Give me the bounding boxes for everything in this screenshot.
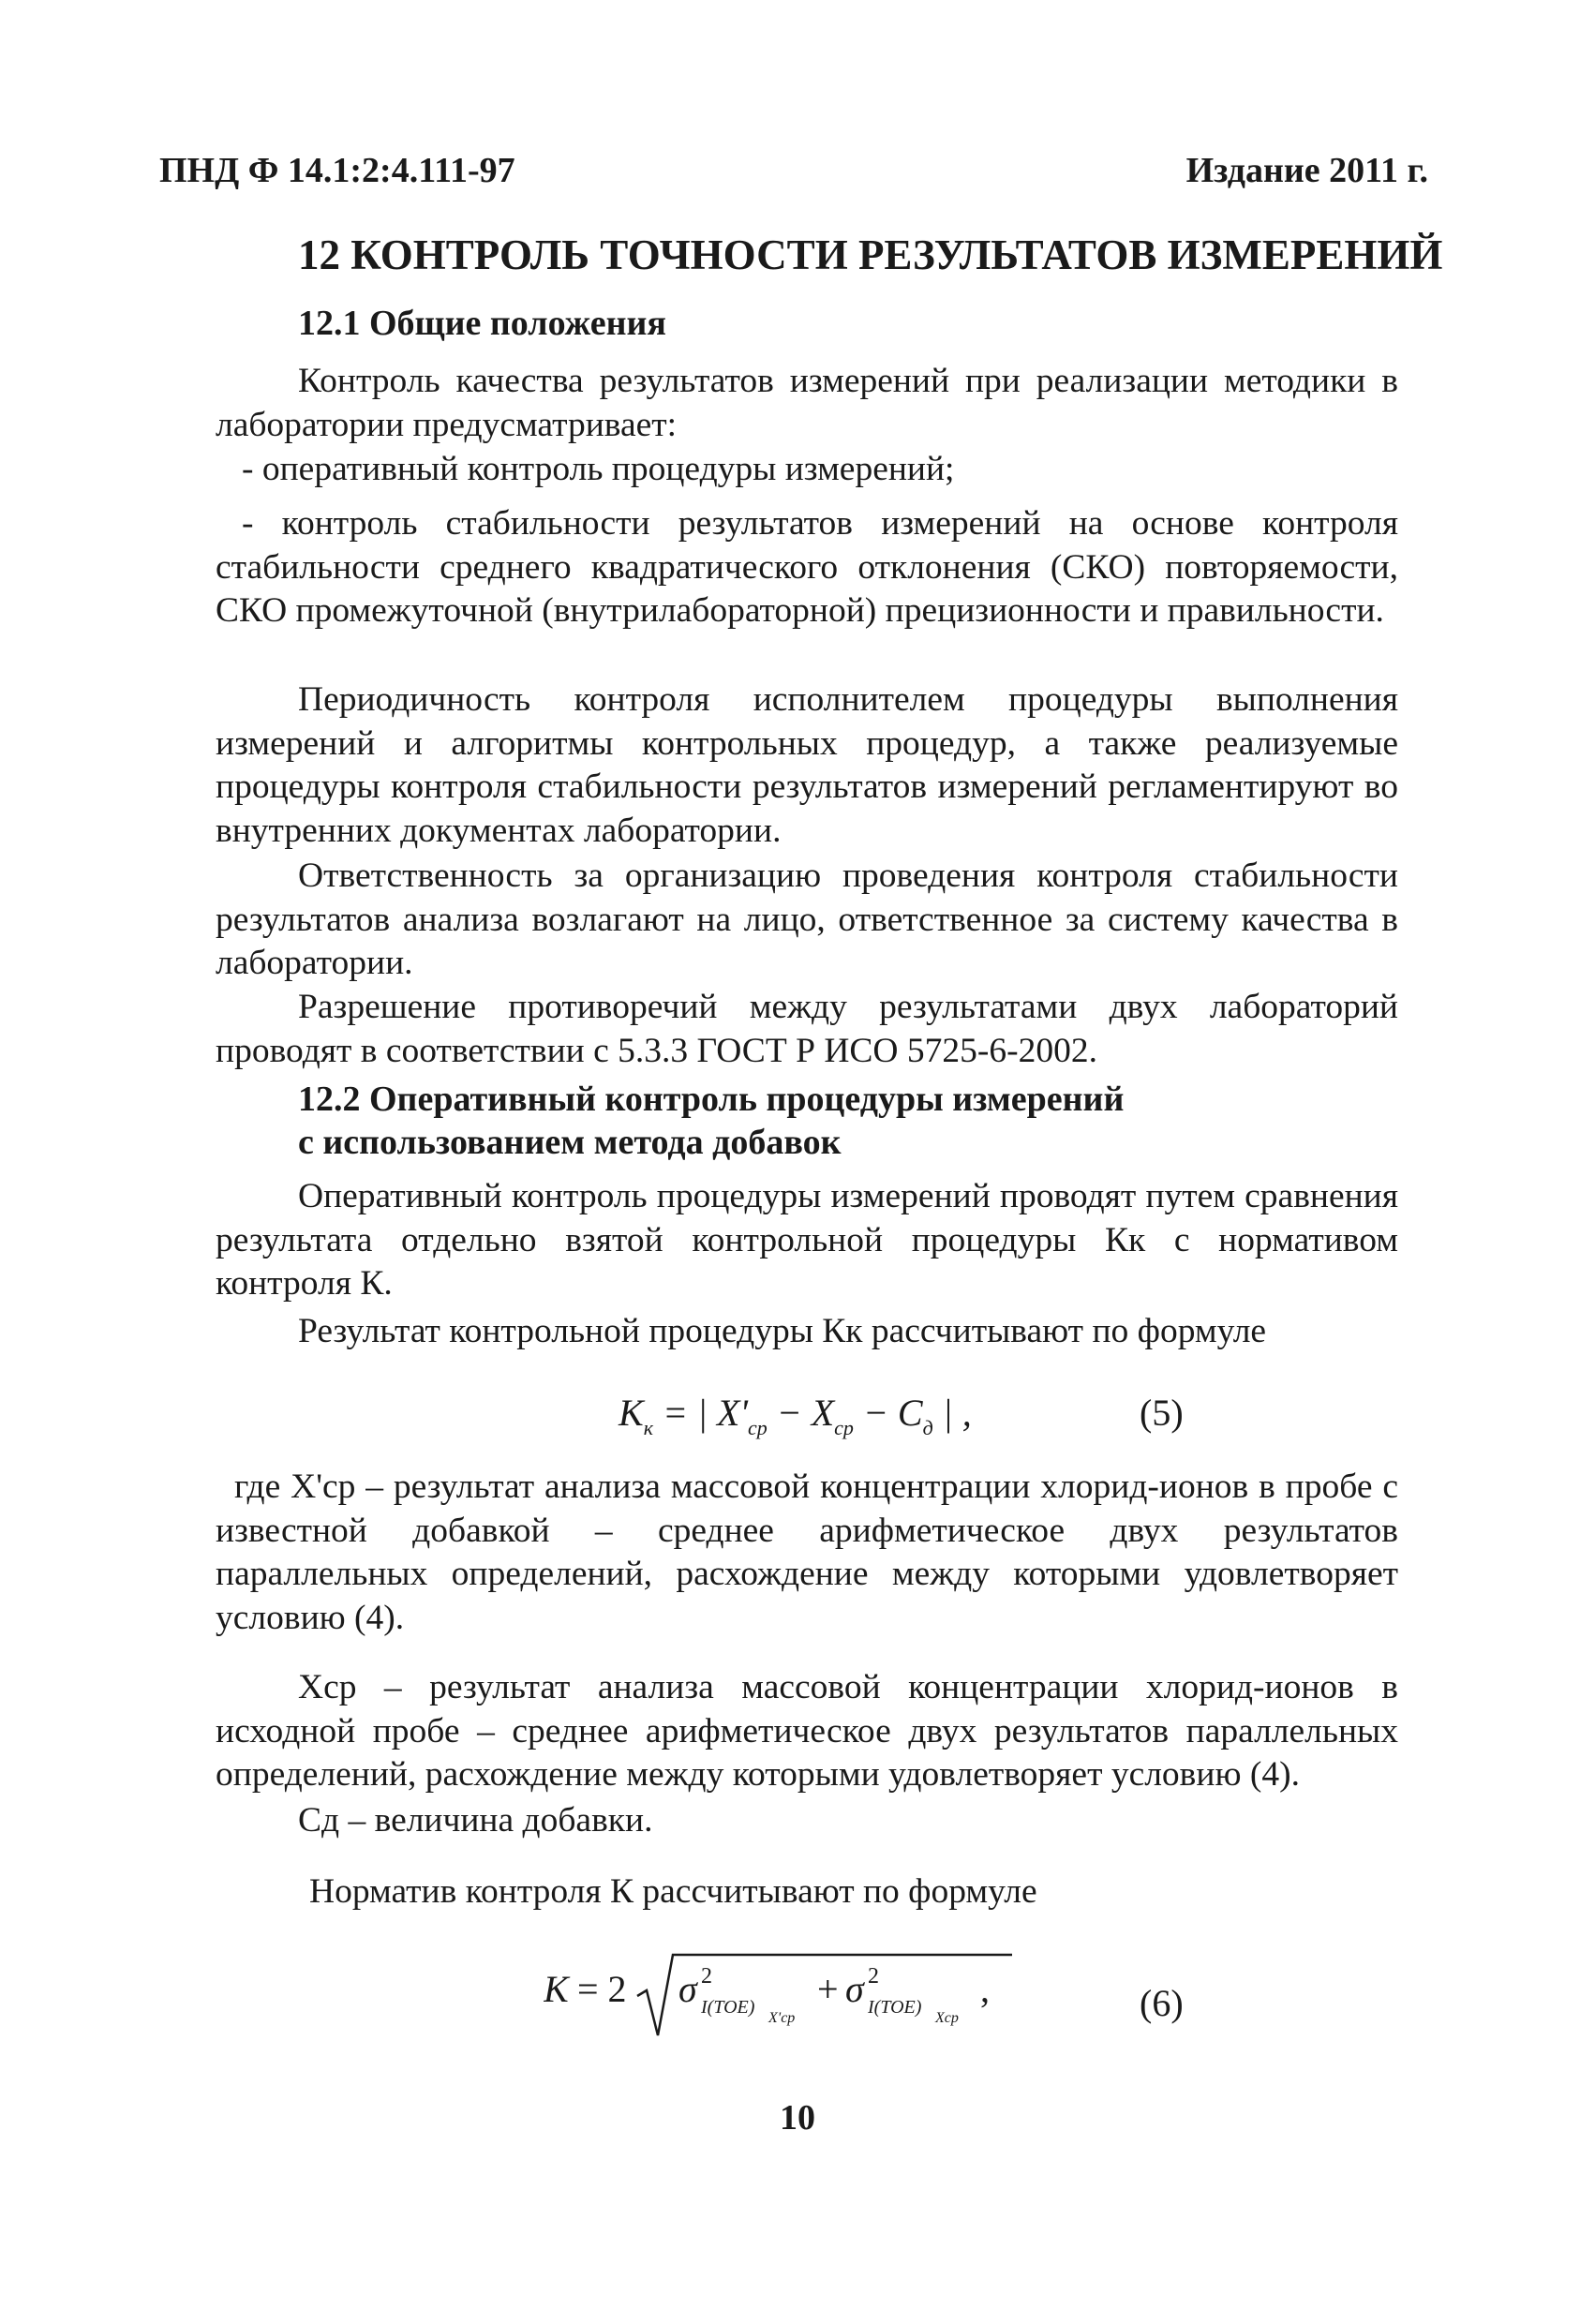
- edition-label: Издание 2011 г.: [1185, 151, 1428, 190]
- svg-text:,: ,: [980, 1968, 990, 2010]
- document-code: ПНД Ф 14.1:2:4.111-97: [159, 151, 515, 190]
- formula-5-number: (5): [1140, 1392, 1184, 1434]
- formula-6-number: (6): [1140, 1982, 1184, 2024]
- formula-5: $K_к$ = | $X'_{ср} - X_{ср} - C_д$ | ,: [619, 1392, 972, 1439]
- svg-text:X'ср: X'ср: [768, 2010, 796, 2026]
- section-12-2-heading-line2: с использованием метода добавок: [298, 1123, 842, 1162]
- svg-text:+: +: [817, 1968, 839, 2010]
- paragraph-responsibility: Ответственность за организацию проведения контроля стабильности результатов анализа возлагают на лицо, ответственное за систему качества в лаборатории.: [216, 857, 1398, 982]
- formula-6-graphic: [544, 1942, 1031, 2045]
- svg-text:σ: σ: [845, 1968, 864, 2010]
- svg-text:I(TOE): I(TOE): [701, 1997, 755, 2018]
- svg-text:K: K: [544, 1968, 569, 2010]
- paragraph-contradictions: Разрешение противоречий между результатами двух лабораторий проводят в соответствии с 5.3.3 ГОСТ Р ИСО 5725-6-2002.: [216, 988, 1398, 1070]
- chapter-title: 12 КОНТРОЛЬ ТОЧНОСТИ РЕЗУЛЬТАТОВ ИЗМЕРЕНИЙ: [298, 231, 1443, 278]
- bullet-stability-control: - контроль стабильности результатов измерений на основе контроля стабильности среднего квадратического отклонения (СКО) повторяемости, СКО промежуточной (внутрилабораторной) прецизионности и правильности.: [216, 504, 1398, 630]
- svg-text:Xср: Xср: [935, 2010, 959, 2026]
- paragraph-formula5-intro: Результат контрольной процедуры Кк рассчитывают по формуле: [298, 1312, 1267, 1350]
- section-12-2-heading-line1: 12.2 Оперативный контроль процедуры измерений: [298, 1080, 1125, 1119]
- svg-text:2: 2: [701, 1964, 712, 1989]
- where-definition-xcp: Xср – результат анализа массовой концентрации хлорид-ионов в исходной пробе – среднее арифметическое двух результатов параллельных определений, расхождение между которыми удовлетворяет условию (4).: [216, 1668, 1398, 1794]
- svg-text:= 2: = 2: [577, 1968, 627, 2010]
- formula-6: [544, 1942, 1031, 2045]
- section-12-1-heading: 12.1 Общие положения: [298, 304, 666, 343]
- paragraph-operative-control: Оперативный контроль процедуры измерений проводят путем сравнения результата отдельно взятой контрольной процедуры Кк с нормативом контроля К.: [216, 1177, 1398, 1303]
- where-definition-cd: Сд – величина добавки.: [298, 1801, 653, 1840]
- svg-text:2: 2: [868, 1964, 879, 1989]
- svg-text:I(TOE): I(TOE): [868, 1997, 922, 2018]
- bullet-operative-control: - оперативный контроль процедуры измерений;: [242, 450, 955, 488]
- paragraph-periodicity: Периодичность контроля исполнителем процедуры выполнения измерений и алгоритмы контрольных процедур, а также реализуемые процедуры контроля стабильности результатов измерений регламентируют во внутренних документах лаборатории.: [216, 680, 1398, 850]
- svg-text:σ: σ: [678, 1968, 697, 2010]
- where-definition-xprime: где X'ср – результат анализа массовой концентрации хлорид-ионов в пробе с известной добавкой – среднее арифметическое двух результатов параллельных определений, расхождение между которыми удовлетворяет условию (4).: [216, 1467, 1398, 1637]
- page-number: 10: [780, 2098, 815, 2138]
- paragraph-quality-control: Контроль качества результатов измерений при реализации методики в лаборатории предусматривает:: [216, 362, 1398, 444]
- section-12-2-heading: [298, 1078, 1124, 1164]
- paragraph-formula6-intro: Норматив контроля К рассчитывают по формуле: [309, 1872, 1037, 1911]
